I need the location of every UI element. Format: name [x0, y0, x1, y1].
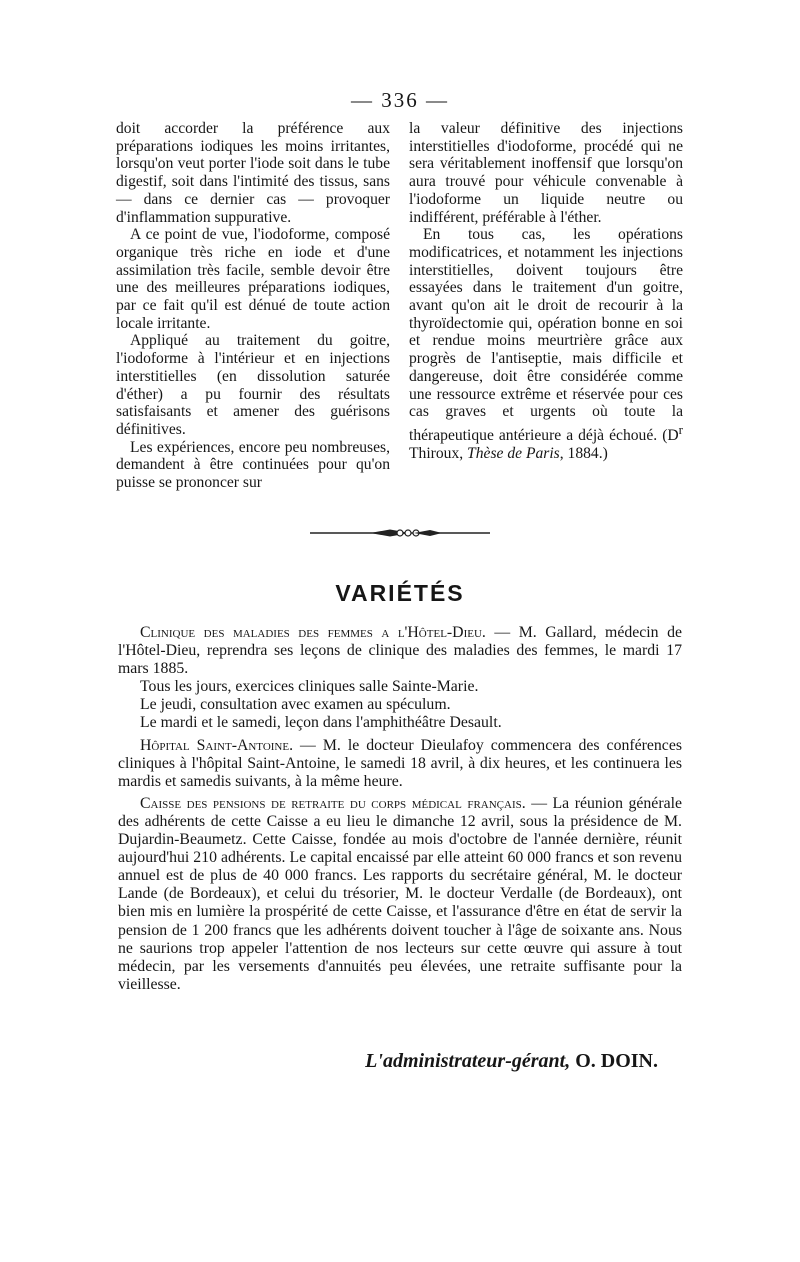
notice-clinique-line-2: Le jeudi, consultation avec examen au spéculum.	[140, 696, 451, 714]
notice-clinique	[118, 624, 682, 678]
notice-caisse-heading: Caisse des pensions de retraite du corps médical français.	[140, 794, 526, 812]
notice-caisse-body: — La réunion générale des adhérents de cette Caisse a eu lieu le dimanche 12 avril, sous la présidence de M. Dujardin-Beaumetz. Cette Caisse, fondée au mois d'octobre de l'année dernière, réunit aujourd'hui 210 adhérents. Le capital encaissé par elle atteint 60 000 francs et son revenu annuel est de plus de 40 000 francs. Les rapports du secrétaire général, M. le docteur Lande (de Bordeaux), et celui du trésorier, M. le docteur Verdalle (de Bordeaux), ont bien mis en lumière la prospérité de cette Caisse, et l'assurance d'être en état de servir la pension de 1 200 francs que les adhérents doivent toucher à l'âge de soixante ans. Nous ne saurions trop appeler l'attention de nos lecteurs sur cette œuvre qui assure à tout médecin, par les versements d'annuités peu élevées, une retraite suffisante pour la vieillesse.	[118, 794, 682, 993]
left-paragraph-3: Appliqué au traitement du goitre, l'iodoforme à l'intérieur et en injections interstitielles (en dissolution saturée d'éther) a pu fournir des résultats satisfaisants et amener des guérisons définitives.	[116, 332, 390, 438]
section-title: VARIÉTÉS	[335, 580, 465, 606]
signature-role: L'administrateur-gérant,	[365, 1050, 571, 1072]
ornament-divider	[310, 524, 490, 542]
notice-clinique-line-3: Le mardi et le samedi, leçon dans l'amphithéâtre Desault.	[140, 714, 502, 732]
notice-clinique-body: — M. Gallard, médecin de l'Hôtel-Dieu, reprendra ses leçons de clinique des maladies des femmes, le mardi 17 mars 1885.	[118, 624, 682, 678]
right-column	[409, 120, 683, 463]
notice-clinique-line-1: Tous les jours, exercices cliniques salle Sainte-Marie.	[140, 678, 479, 696]
notice-caisse	[118, 795, 682, 994]
varietes-body	[118, 624, 682, 994]
right-paragraph-2	[409, 226, 683, 462]
left-paragraph-2: A ce point de vue, l'iodoforme, composé organique très riche en iode et d'une assimilation très facile, semble devoir être une des meilleures préparations iodiques, par ce fait qu'il est dénué de toute action locale irritante.	[116, 226, 390, 332]
notice-hopital-heading: Hôpital Saint-Antoine.	[140, 736, 294, 754]
signature	[365, 1050, 658, 1073]
left-paragraph-1: doit accorder la préférence aux préparations iodiques les moins irritantes, lorsqu'on veut porter l'iode soit dans le tube digestif, soit dans l'intimité des tissus, sans — dans ce dernier cas — provoquer d'inflammation suppurative.	[116, 120, 390, 226]
notice-hopital	[118, 737, 682, 791]
notice-clinique-heading: Clinique des maladies des femmes a l'Hôtel-Dieu.	[140, 624, 486, 641]
citation: ($D^r$ Thiroux, Thèse de Paris, 1884.)	[409, 421, 683, 462]
citation-work: Thèse de Paris	[467, 444, 560, 462]
notice-hopital-body: — M. le docteur Dieulafoy commencera des conférences cliniques à l'hôpital Saint-Antoine, le samedi 18 avril, à dix heures, et les continuera les mardis et samedis suivants, à la même heure.	[118, 736, 682, 790]
right-paragraph-1: la valeur définitive des injections interstitielles d'iodoforme, procédé qui ne sera véritablement inoffensif que lorsqu'on aura trouvé pour véhicule convenable à l'iodoforme un liquide neutre ou indifférent, préférable à l'éther.	[409, 120, 683, 226]
page-number: — 336 —	[351, 88, 449, 112]
left-paragraph-4: Les expériences, encore peu nombreuses, demandent à être continuées pour qu'on puisse se prononcer sur	[116, 438, 390, 492]
left-column	[116, 120, 390, 492]
signature-name: O. DOIN.	[575, 1050, 658, 1072]
right-paragraph-2-text: En tous cas, les opérations modificatrices, et notamment les injections interstitielles, doivent toujours être essayées dans le traitement d'un goitre, avant qu'on ait le droit de recourir à la thyroïdectomie qui, opération bonne en soi et rendue moins meurtrière grâce aux progrès de l'antiseptie, mais difficile et dangereuse, doit être considérée comme une ressource extrême et réservée pour ces cas graves et urgents où toute la thérapeutique antérieure a déjà échoué.	[409, 226, 683, 445]
